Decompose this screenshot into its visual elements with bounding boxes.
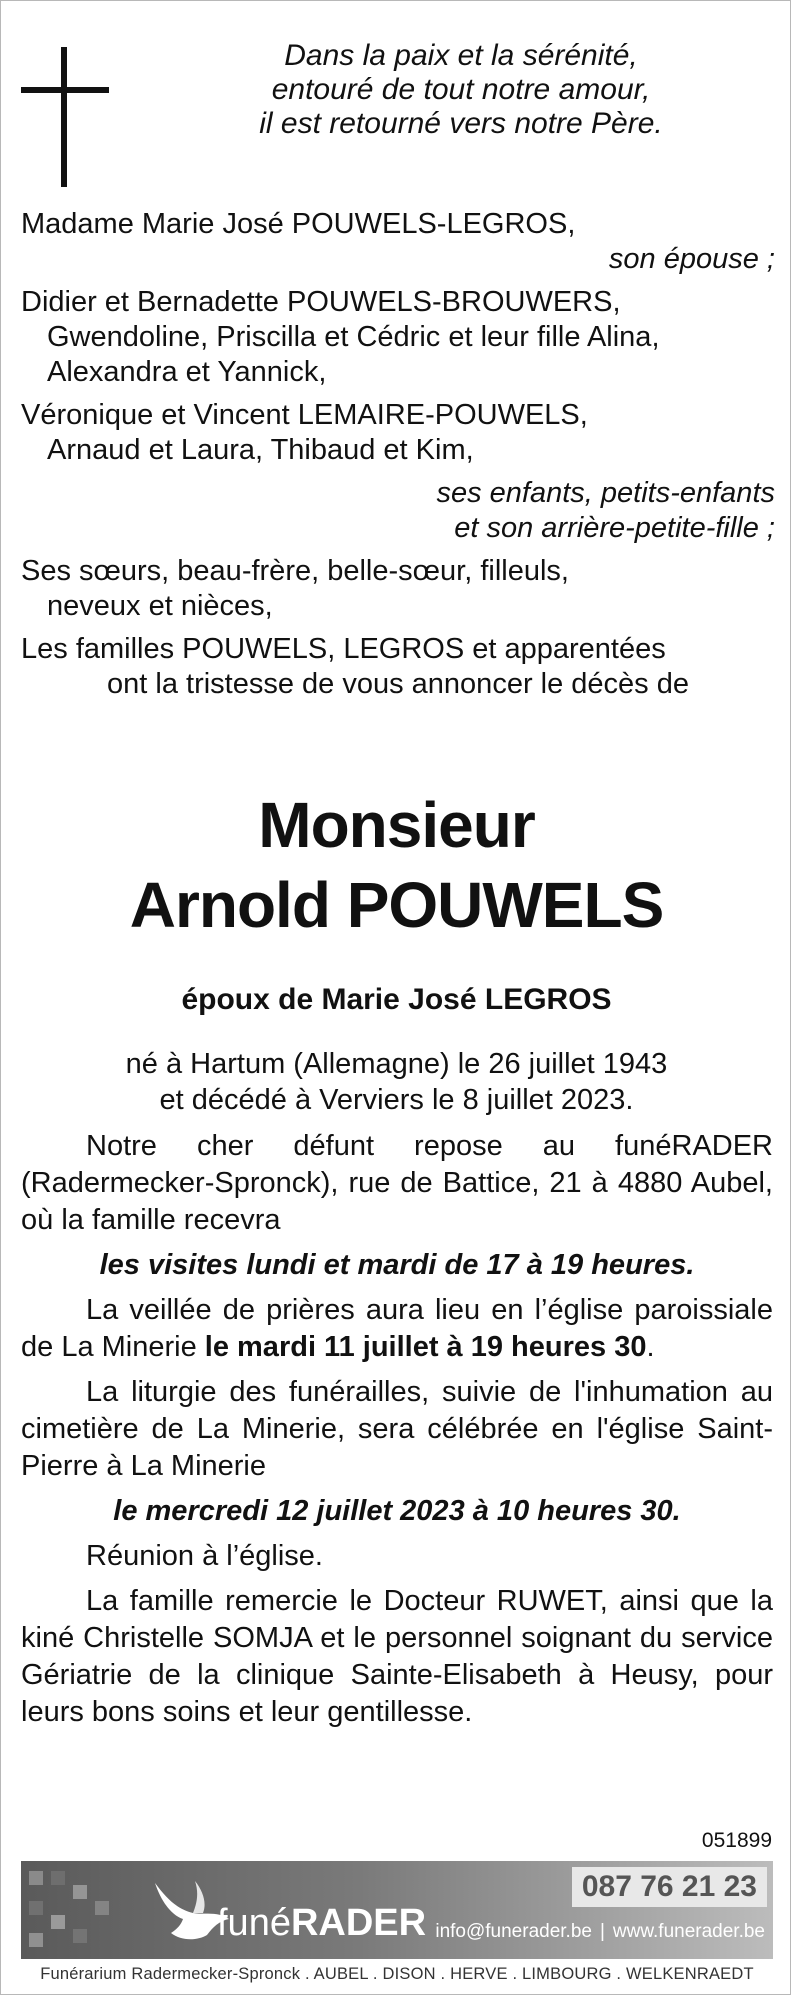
footer-locations: Funérarium Radermecker-Spronck . AUBEL . DISON . HERVE . LIMBOURG . WELKENRAEDT — [40, 1965, 754, 1983]
deceased-title: Monsieur — [258, 789, 535, 861]
family-line: Didier et Bernadette POUWELS-BROUWERS, — [21, 286, 621, 318]
family-line: neveux et nièces, — [47, 590, 273, 622]
announcement: ont la tristesse de vous annoncer le décès de — [107, 668, 689, 700]
motto-line: entouré de tout notre amour, — [271, 73, 651, 106]
death-line: et décédé à Verviers le 8 juillet 2023. — [159, 1084, 634, 1116]
obituary-body — [21, 1128, 773, 1731]
brand-bold: RADER — [290, 1902, 427, 1944]
deceased-name — [1, 785, 791, 945]
pattern-icon — [21, 1861, 141, 1959]
contact-links — [435, 1919, 765, 1945]
birth-line: né à Hartum (Allemagne) le 26 juillet 1943 — [125, 1048, 668, 1080]
vigil-end: . — [646, 1331, 655, 1363]
motto — [201, 39, 721, 141]
brand-light: funé — [217, 1902, 291, 1944]
family-line: Alexandra et Yannick, — [47, 356, 327, 388]
vigil-paragraph — [21, 1292, 773, 1366]
visits-line: les visites lundi et mardi de 17 à 19 heures. — [99, 1249, 695, 1281]
spouse-line: époux de Marie José LEGROS — [181, 983, 612, 1016]
email-link[interactable]: info@funerader.be — [435, 1921, 592, 1942]
reference-number: 051899 — [701, 1829, 772, 1852]
funeral-paragraph: La liturgie des funérailles, suivie de l'inhumation au cimetière de La Minerie, sera célébrée en l'église Saint-Pierre à La Minerie — [21, 1376, 773, 1482]
rest-location-paragraph: Notre cher défunt repose au funéRADER (Radermecker-Spronck), rue de Battice, 21 à 4880 Aubel, où la famille recevra — [21, 1130, 773, 1236]
family-line: Véronique et Vincent LEMAIRE-POUWELS, — [21, 399, 588, 431]
vigil-date: le mardi 11 juillet à 19 heures 30 — [204, 1331, 647, 1363]
deceased-full-name: Arnold POUWELS — [129, 869, 664, 941]
family-role: ses enfants, petits-enfants — [436, 477, 775, 509]
family-role: son épouse ; — [608, 243, 775, 275]
funeral-home-banner — [21, 1861, 773, 1959]
contact-separator: | — [599, 1921, 605, 1942]
family-line: Les familles POUWELS, LEGROS et apparentées — [21, 633, 666, 665]
website-link[interactable]: www.funerader.be — [612, 1921, 765, 1942]
motto-line: il est retourné vers notre Père. — [259, 107, 663, 140]
cross-icon — [21, 47, 111, 187]
family-list — [21, 207, 775, 702]
phone-number[interactable]: 087 76 21 23 — [572, 1867, 767, 1907]
motto-line: Dans la paix et la sérénité, — [284, 39, 638, 72]
birth-death-dates — [1, 1046, 791, 1118]
family-line: Madame Marie José POUWELS-LEGROS, — [21, 208, 576, 240]
meeting-paragraph: Réunion à l’église. — [86, 1540, 323, 1572]
family-line: Gwendoline, Priscilla et Cédric et leur fille Alina, — [47, 321, 660, 353]
thanks-paragraph: La famille remercie le Docteur RUWET, ainsi que la kiné Christelle SOMJA et le personnel soignant du service Gériatrie de la clinique Sainte-Elisabeth à Heusy, pour leurs bons soins et leur gentillesse. — [21, 1585, 773, 1728]
vigil-text: La veillée de prières aura lieu en l’église paroissiale de La Minerie — [21, 1294, 773, 1363]
family-line: Arnaud et Laura, Thibaud et Kim, — [47, 434, 474, 466]
family-line: Ses sœurs, beau-frère, belle-sœur, filleuls, — [21, 555, 569, 587]
brand-logo — [217, 1901, 426, 1945]
family-role: et son arrière-petite-fille ; — [454, 512, 775, 544]
funeral-date: le mercredi 12 juillet 2023 à 10 heures 30. — [113, 1495, 681, 1527]
